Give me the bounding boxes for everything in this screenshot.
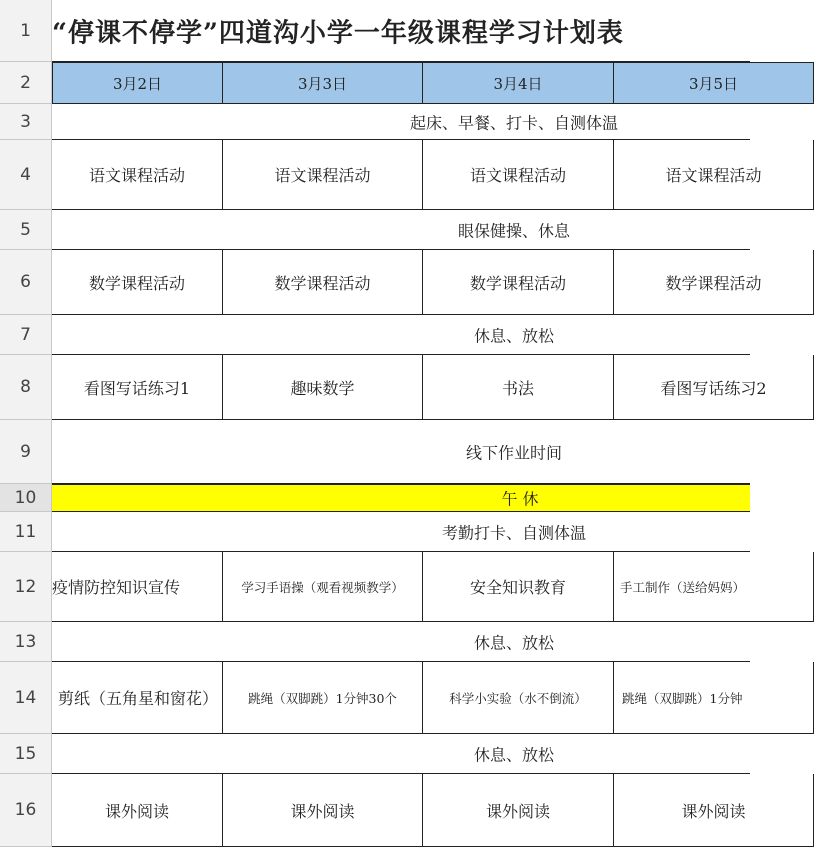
- activity-cell[interactable]: 语文课程活动: [614, 140, 814, 210]
- merged-activity-cell[interactable]: 线下作业时间: [52, 420, 750, 484]
- row-number[interactable]: 3: [0, 104, 52, 140]
- activity-cell[interactable]: 趣味数学: [223, 355, 423, 420]
- activity-row: [52, 774, 812, 847]
- activity-row: [52, 355, 812, 420]
- merged-activity-cell[interactable]: 休息、放松: [52, 622, 750, 662]
- row-number[interactable]: 9: [0, 420, 52, 484]
- row-number[interactable]: 15: [0, 734, 52, 774]
- merged-activity-cell[interactable]: 休息、放松: [52, 315, 750, 355]
- date-header-cell[interactable]: 3月4日: [423, 62, 614, 104]
- row-number[interactable]: 5: [0, 210, 52, 250]
- merged-row: [52, 104, 812, 140]
- activity-cell[interactable]: 书法: [423, 355, 614, 420]
- merged-row: [52, 315, 812, 355]
- merged-row: [52, 420, 812, 484]
- activity-cell[interactable]: 跳绳（双脚跳）1分钟: [614, 662, 814, 734]
- activity-cell[interactable]: 跳绳（双脚跳）1分钟30个: [223, 662, 423, 734]
- merged-activity-cell[interactable]: 眼保健操、休息: [52, 210, 750, 250]
- merged-row: [52, 622, 812, 662]
- row-number[interactable]: 13: [0, 622, 52, 662]
- row-number[interactable]: 4: [0, 140, 52, 210]
- row-number[interactable]: 14: [0, 662, 52, 734]
- activity-cell[interactable]: 数学课程活动: [614, 250, 814, 315]
- activity-row: [52, 140, 812, 210]
- date-header-cell[interactable]: 3月5日: [614, 62, 814, 104]
- activity-cell[interactable]: 科学小实验（水不倒流）: [423, 662, 614, 734]
- date-header-cell[interactable]: 3月2日: [52, 62, 223, 104]
- activity-cell[interactable]: 语文课程活动: [423, 140, 614, 210]
- row-number[interactable]: 10: [0, 484, 52, 512]
- merged-row: [52, 210, 812, 250]
- lunch-break-row: [52, 484, 812, 512]
- row-number[interactable]: 8: [0, 355, 52, 420]
- merged-activity-cell[interactable]: 休息、放松: [52, 734, 750, 774]
- row-number[interactable]: 7: [0, 315, 52, 355]
- activity-cell[interactable]: 语文课程活动: [223, 140, 423, 210]
- merged-row: [52, 512, 812, 552]
- activity-cell[interactable]: 课外阅读: [52, 774, 223, 847]
- row-header-column: [0, 0, 52, 847]
- activity-cell[interactable]: 安全知识教育: [423, 552, 614, 622]
- activity-cell[interactable]: 手工制作（送给妈妈）: [614, 552, 814, 622]
- date-header-row: [52, 62, 812, 104]
- activity-cell[interactable]: 课外阅读: [223, 774, 423, 847]
- sheet-title-cell[interactable]: [52, 0, 750, 62]
- cell-grid: [52, 0, 767, 847]
- sheet-title: “停课不停学”四道沟小学一年级课程学习计划表: [52, 18, 624, 48]
- merged-row: [52, 734, 812, 774]
- title-row: [52, 0, 812, 62]
- activity-row: [52, 250, 812, 315]
- activity-cell[interactable]: 课外阅读: [614, 774, 814, 847]
- row-number[interactable]: 11: [0, 512, 52, 552]
- activity-cell[interactable]: 看图写话练习1: [52, 355, 223, 420]
- activity-cell[interactable]: 剪纸（五角星和窗花）: [52, 662, 223, 734]
- activity-cell[interactable]: 课外阅读: [423, 774, 614, 847]
- row-number[interactable]: 2: [0, 62, 52, 104]
- activity-cell[interactable]: 看图写话练习2: [614, 355, 814, 420]
- row-number[interactable]: 12: [0, 552, 52, 622]
- activity-row: [52, 662, 812, 734]
- activity-row: [52, 552, 812, 622]
- merged-activity-cell[interactable]: 起床、早餐、打卡、自测体温: [52, 104, 750, 140]
- row-number[interactable]: 6: [0, 250, 52, 315]
- activity-cell[interactable]: 语文课程活动: [52, 140, 223, 210]
- merged-activity-cell[interactable]: 考勤打卡、自测体温: [52, 512, 750, 552]
- row-number[interactable]: 16: [0, 774, 52, 847]
- activity-cell[interactable]: 疫情防控知识宣传: [52, 552, 223, 622]
- activity-cell[interactable]: 数学课程活动: [423, 250, 614, 315]
- row-number[interactable]: 1: [0, 0, 52, 62]
- lunch-break-cell[interactable]: 午 休: [52, 484, 750, 512]
- activity-cell[interactable]: 学习手语操（观看视频教学）: [223, 552, 423, 622]
- activity-cell[interactable]: 数学课程活动: [223, 250, 423, 315]
- date-header-cell[interactable]: 3月3日: [223, 62, 423, 104]
- activity-cell[interactable]: 数学课程活动: [52, 250, 223, 315]
